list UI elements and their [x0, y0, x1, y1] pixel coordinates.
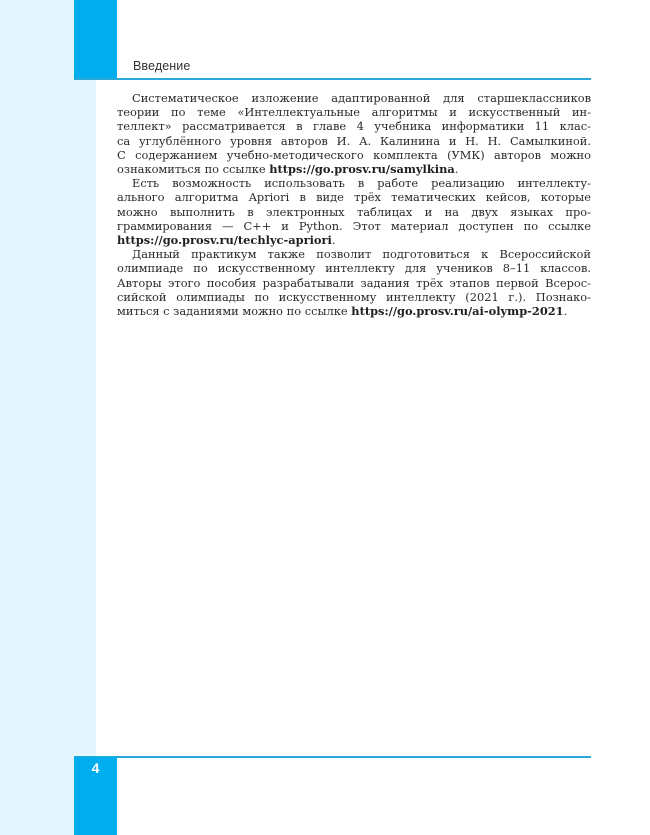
page-margin-tint: [0, 0, 96, 835]
link-samylkina[interactable]: https://go.prosv.ru/samylkina: [269, 162, 455, 177]
link-techlyc-apriori[interactable]: https://go.prosv.ru/techlyc-apriori: [117, 233, 332, 248]
text-line: са углублённого уровня авторов И. А. Калинина и Н. Н. Самылкиной.: [117, 133, 591, 148]
paragraph: [117, 91, 591, 176]
running-title: Введение: [133, 59, 191, 73]
text-line: [117, 304, 591, 318]
text-line: ального алгоритма Apriori в виде трёх тематических кейсов, которые: [117, 190, 591, 205]
body-text: [117, 91, 591, 318]
text-line: олимпиаде по искусственному интеллекту для учеников 8–11 классов.: [117, 261, 591, 276]
text-line: Данный практикум также позволит подготовиться к Всероссийской: [132, 247, 591, 262]
footer-rule: [74, 756, 591, 758]
text-fragment: .: [331, 233, 336, 248]
text-line: можно выполнить в электронных таблицах и на двух языках про-: [117, 204, 591, 219]
text-line: Авторы этого пособия разрабатывали задания трёх этапов первой Всерос-: [117, 275, 591, 290]
header-rule: [74, 78, 591, 80]
text-line: теллект» рассматривается в главе 4 учебника информатики 11 клас-: [117, 119, 591, 134]
text-line: Есть возможность использовать в работе реализацию интеллекту-: [132, 176, 591, 191]
text-line: сийской олимпиады по искусственному интеллекту (2021 г.). Познако-: [117, 289, 591, 304]
paragraph: [117, 176, 591, 247]
text-line: С содержанием учебно-методического комплекта (УМК) авторов можно: [117, 147, 591, 162]
text-fragment: .: [454, 162, 459, 177]
text-fragment: миться с заданиями можно по ссылке: [117, 304, 352, 319]
text-line: граммирования — C++ и Python. Этот материал доступен по ссылке: [117, 218, 591, 233]
link-ai-olymp-2021[interactable]: https://go.prosv.ru/ai-olymp-2021: [351, 304, 564, 319]
page-number: 4: [91, 760, 100, 776]
header-accent-strip: [74, 0, 117, 79]
text-fragment: .: [563, 304, 568, 319]
text-line: [117, 233, 591, 247]
text-fragment: ознакомиться по ссылке: [117, 162, 270, 177]
paragraph: [117, 247, 591, 318]
text-line: Систематическое изложение адаптированной для старшеклассников: [132, 91, 591, 105]
text-line: [117, 162, 591, 176]
text-line: теории по теме «Интеллектуальные алгоритмы и искусственный ин-: [117, 105, 591, 120]
